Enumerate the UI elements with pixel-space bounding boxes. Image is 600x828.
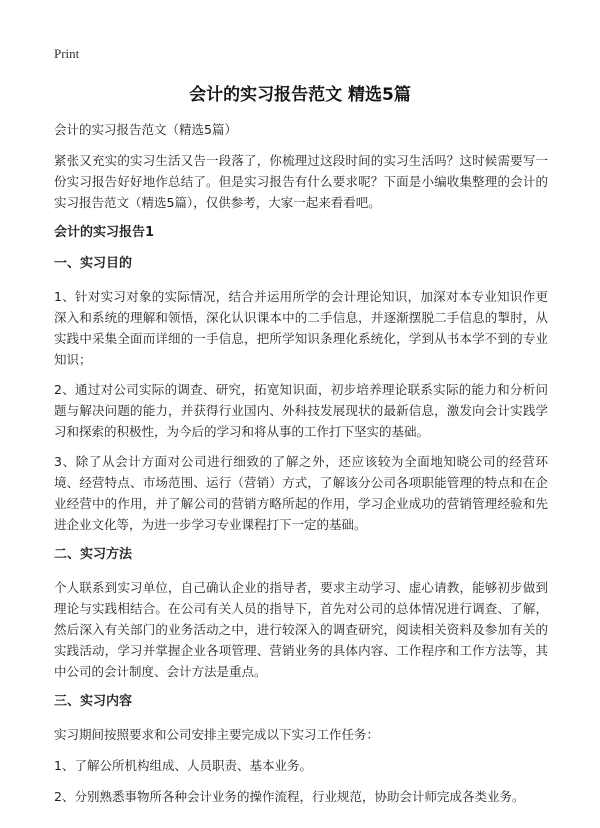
article-body — [54, 119, 548, 817]
content-item: 2、分别熟悉事物所各种会计业务的操作流程，行业规范，协助会计师完成各类业务。 — [54, 789, 525, 804]
page-title: 会计的实习报告范文 精选5篇 — [189, 85, 411, 105]
purpose-item: 2、通过对公司实际的调查、研究，拓宽知识面，初步培养理论联系实际的能力和分析问题与解决问题的能力，并获得行业国内、外科技发展现状的最新信息，激发向会计实践学习和探索的积极性，为今后的学习和将从事的工作打下坚实的基础。 — [54, 382, 548, 439]
method-paragraph: 个人联系到实习单位，自己确认企业的指导者，要求主动学习、虚心请教，能够初步做到理论与实践相结合。在公司有关人员的指导下，首先对公司的总体情况进行调查、了解，然后深入有关部门的业务活动之中，进行较深入的调查研究，阅读相关资料及参加有关的实践活动，学习并掌握企业各项管理、营销业务的具体内容、工作程序和工作方法等，其中公司的会计制度、会计方法是重点。 — [54, 580, 548, 679]
section-heading-content: 三、实习内容 — [54, 694, 133, 709]
print-link[interactable]: Print — [54, 46, 80, 61]
purpose-item: 1、针对实习对象的实际情况，结合并运用所学的会计理论知识，加深对本专业知识作更深入和系统的理解和领悟，深化认识课本中的二手信息，并逐渐摆脱二手信息的掣肘，从实践中采集全面而详细的一手信息，把所学知识条理化系统化，学到从书本学不到的专业知识； — [54, 289, 548, 367]
purpose-item: 3、除了从会计方面对公司进行细致的了解之外，还应该较为全面地知晓公司的经营环境、经营特点、市场范围、运行（营销）方式，了解该分公司各项职能管理的特点和在企业经营中的作用，并了解公司的营销方略所起的作用，学习企业成功的营销管理经验和先进企业文化等，为进一步学习专业课程打下一定的基础。 — [54, 454, 548, 532]
content-item: 1、了解公所机构组成、人员职责、基本业务。 — [54, 758, 312, 773]
intro-paragraph: 紧张又充实的实习生活又告一段落了，你梳理过这段时间的实习生活吗？这时候需要写一份实习报告好好地作总结了。但是实习报告有什么要求呢？下面是小编收集整理的会计的实习报告范文（精选5篇），仅供参考，大家一起来看看吧。 — [54, 153, 548, 210]
report-heading: 会计的实习报告1 — [54, 225, 155, 240]
article-subtitle: 会计的实习报告范文（精选5篇） — [54, 122, 237, 137]
content-intro: 实习期间按照要求和公司安排主要完成以下实习工作任务： — [54, 727, 380, 742]
section-heading-purpose: 一、实习目的 — [54, 256, 133, 271]
section-heading-method: 二、实习方法 — [54, 547, 133, 562]
